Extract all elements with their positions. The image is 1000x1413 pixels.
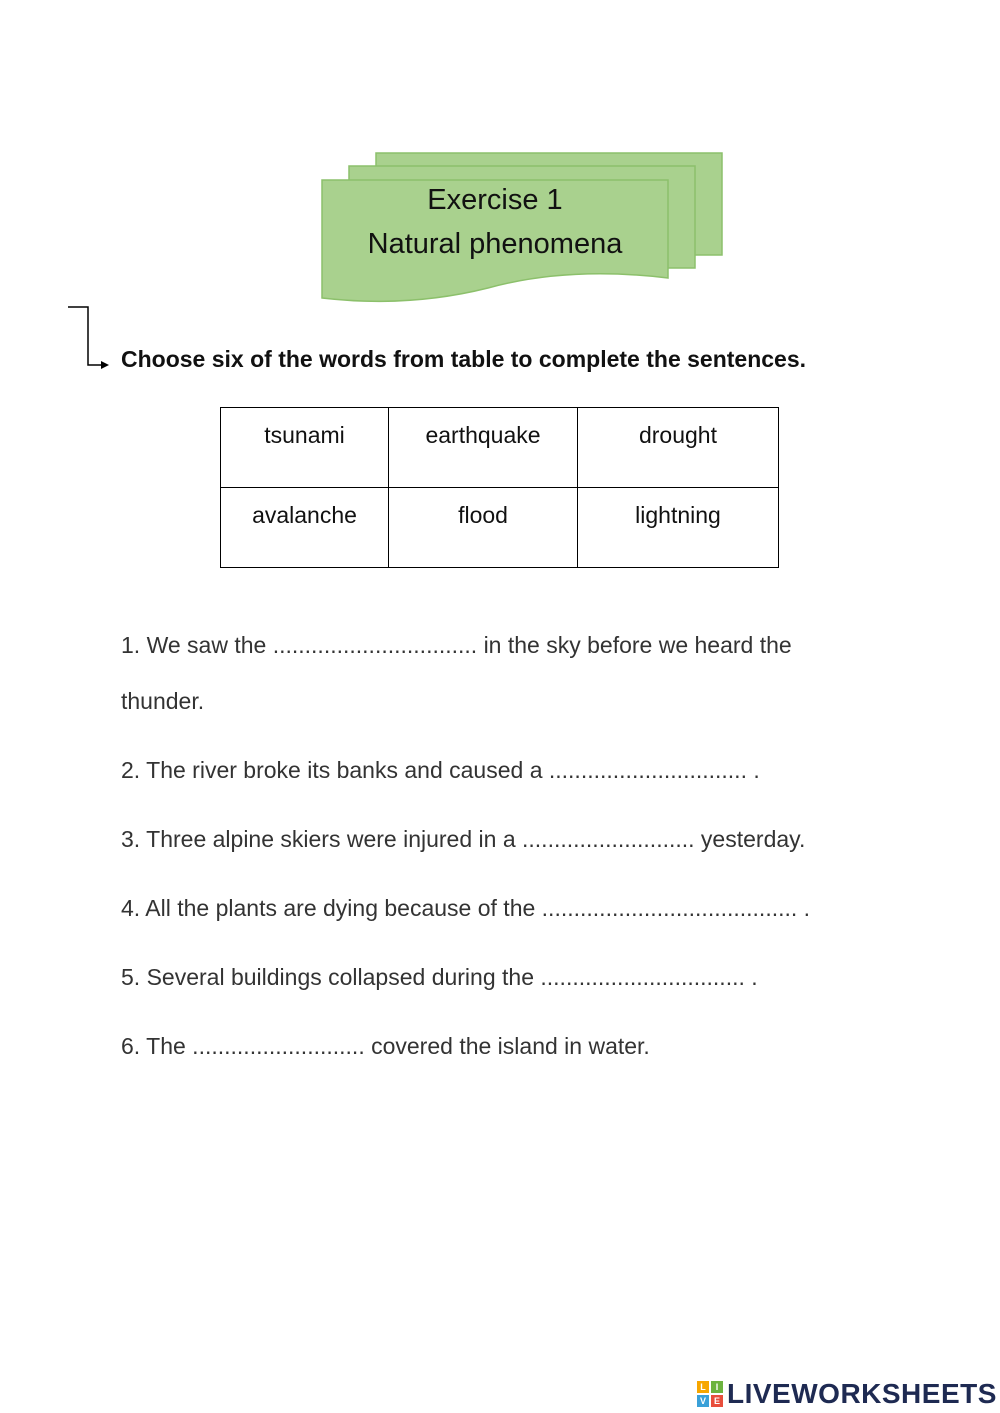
sentence-5: 5. Several buildings collapsed during the ................................ . <box>121 964 758 990</box>
logo-letter: L <box>697 1381 709 1393</box>
exercise-title <box>322 178 668 266</box>
sentence-1: 1. We saw the ................................ in the sky before we heard the thunder. <box>121 632 792 714</box>
sentence-3: 3. Three alpine skiers were injured in a ........................... yesterday. <box>121 826 806 852</box>
sentence-6: 6. The ........................... covered the island in water. <box>121 1033 650 1059</box>
word-cell: lightning <box>578 488 779 568</box>
logo-letter: I <box>711 1381 723 1393</box>
sentence-2: 2. The river broke its banks and caused a ............................... . <box>121 757 760 783</box>
exercise-number: Exercise 1 <box>427 184 563 216</box>
logo-letter: V <box>697 1395 709 1407</box>
logo-wordmark: LIVEWORKSHEETS <box>727 1378 997 1409</box>
word-cell: earthquake <box>389 408 578 488</box>
instruction-text: Choose six of the words from table to complete the sentences. <box>121 346 807 372</box>
word-bank-table <box>220 407 779 568</box>
table-row <box>221 408 779 488</box>
sentence-4: 4. All the plants are dying because of the ........................................ . <box>121 895 811 921</box>
word-cell: flood <box>389 488 578 568</box>
word-cell: tsunami <box>221 408 389 488</box>
word-cell: avalanche <box>221 488 389 568</box>
logo-letter: E <box>711 1395 723 1407</box>
elbow-arrow-icon <box>62 300 118 380</box>
word-cell: drought <box>578 408 779 488</box>
table-row <box>221 488 779 568</box>
exercise-topic: Natural phenomena <box>367 228 623 260</box>
liveworksheets-logo <box>697 1378 997 1410</box>
logo-mark-icon <box>697 1381 723 1407</box>
